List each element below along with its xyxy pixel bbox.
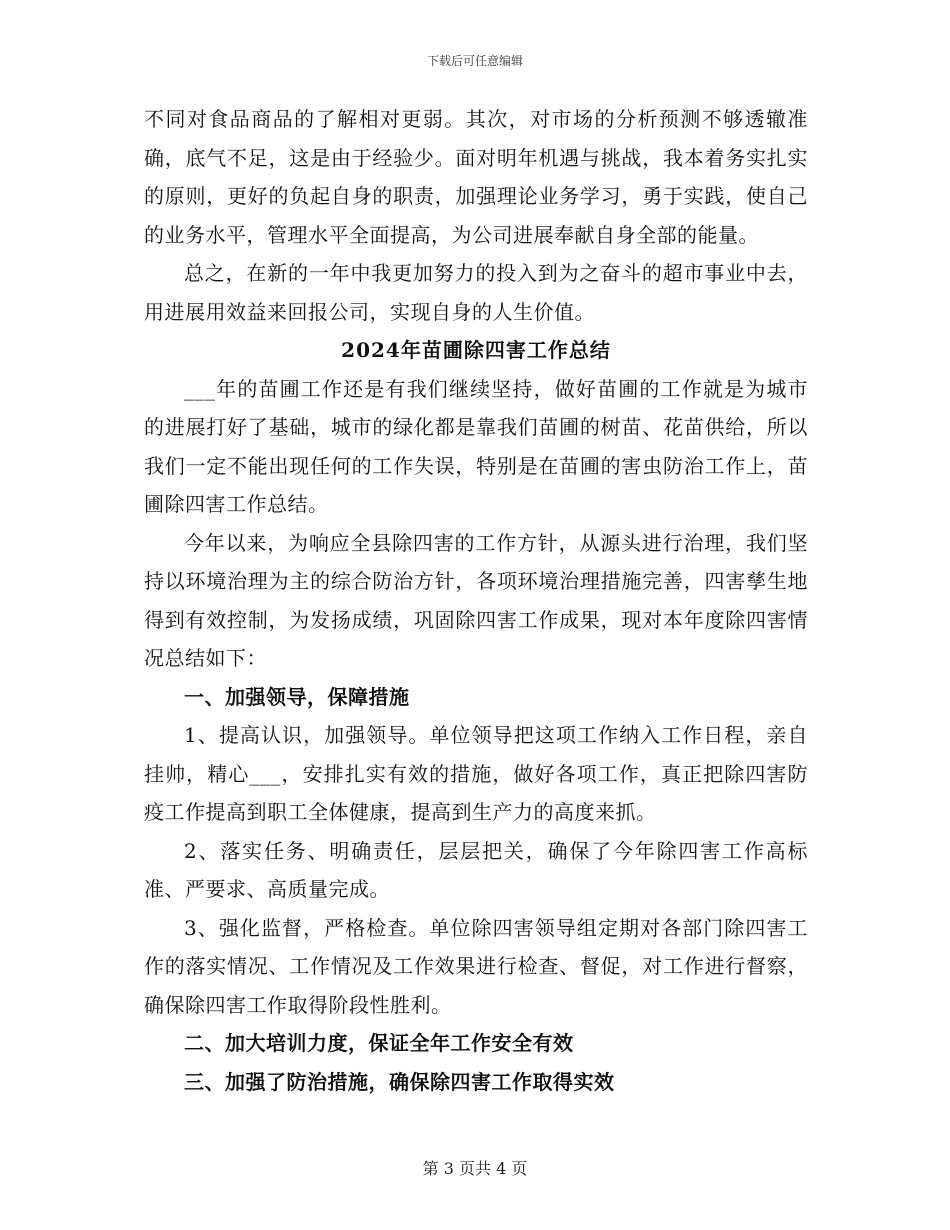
document-body [144, 100, 808, 1101]
paragraph-item-1: 1、提高认识，加强领导。单位领导把这项工作纳入工作日程，亲自挂帅，精心___，安排扎实有效的措施，做好各项工作，真正把除四害防疫工作提高到职工全体健康，提高到生产力的高度来抓。 [144, 723, 808, 824]
page-header: 下载后可任意编辑 [426, 54, 523, 68]
document-title: 2024年苗圃除四害工作总结 [341, 338, 611, 362]
paragraph-continued: 不同对食品商品的了解相对更弱。其次，对市场的分析预测不够透辙准确，底气不足，这是由于经验少。面对明年机遇与挑战，我本着务实扎实的原则，更好的负起自身的职责，加强理论业务学习，勇于实践，使自己的业务水平，管理水平全面提高，为公司进展奉献自身全部的能量。 [144, 107, 808, 247]
paragraph-summary: 总之，在新的一年中我更加努力的投入到为之奋斗的超市事业中去，用进展用效益来回报公司，实现自身的人生价值。 [144, 261, 808, 324]
section-heading-1: 一、加强领导，保障措施 [184, 684, 410, 709]
page-footer: 第 3 页共 4 页 [422, 1159, 528, 1178]
section-heading-3: 三、加强了防治措施，确保除四害工作取得实效 [184, 1069, 615, 1094]
paragraph-item-3: 3、强化监督，严格检查。单位除四害领导组定期对各部门除四害工作的落实情况、工作情况及工作效果进行检查、督促，对工作进行督察，确保除四害工作取得阶段性胜利。 [144, 915, 808, 1017]
paragraph-item-2: 2、落实任务、明确责任，层层把关，确保了今年除四害工作高标准、严要求、高质量完成。 [144, 838, 808, 901]
paragraph-intro: ___年的苗圃工作还是有我们继续坚持，做好苗圃的工作就是为城市的进展打好了基础，城市的绿化都是靠我们苗圃的树苗、花苗供给，所以我们一定不能出现任何的工作失误，特别是在苗圃的害虫防治工作上，苗圃除四害工作总结。 [144, 376, 808, 516]
paragraph-overview: 今年以来，为响应全县除四害的工作方针，从源头进行治理，我们坚持以环境治理为主的综合防治方针，各项环境治理措施完善，四害孳生地得到有效控制，为发扬成绩，巩固除四害工作成果，现对本年度除四害情况总结如下： [144, 530, 808, 670]
section-heading-2: 二、加大培训力度，保证全年工作安全有效 [184, 1031, 574, 1055]
